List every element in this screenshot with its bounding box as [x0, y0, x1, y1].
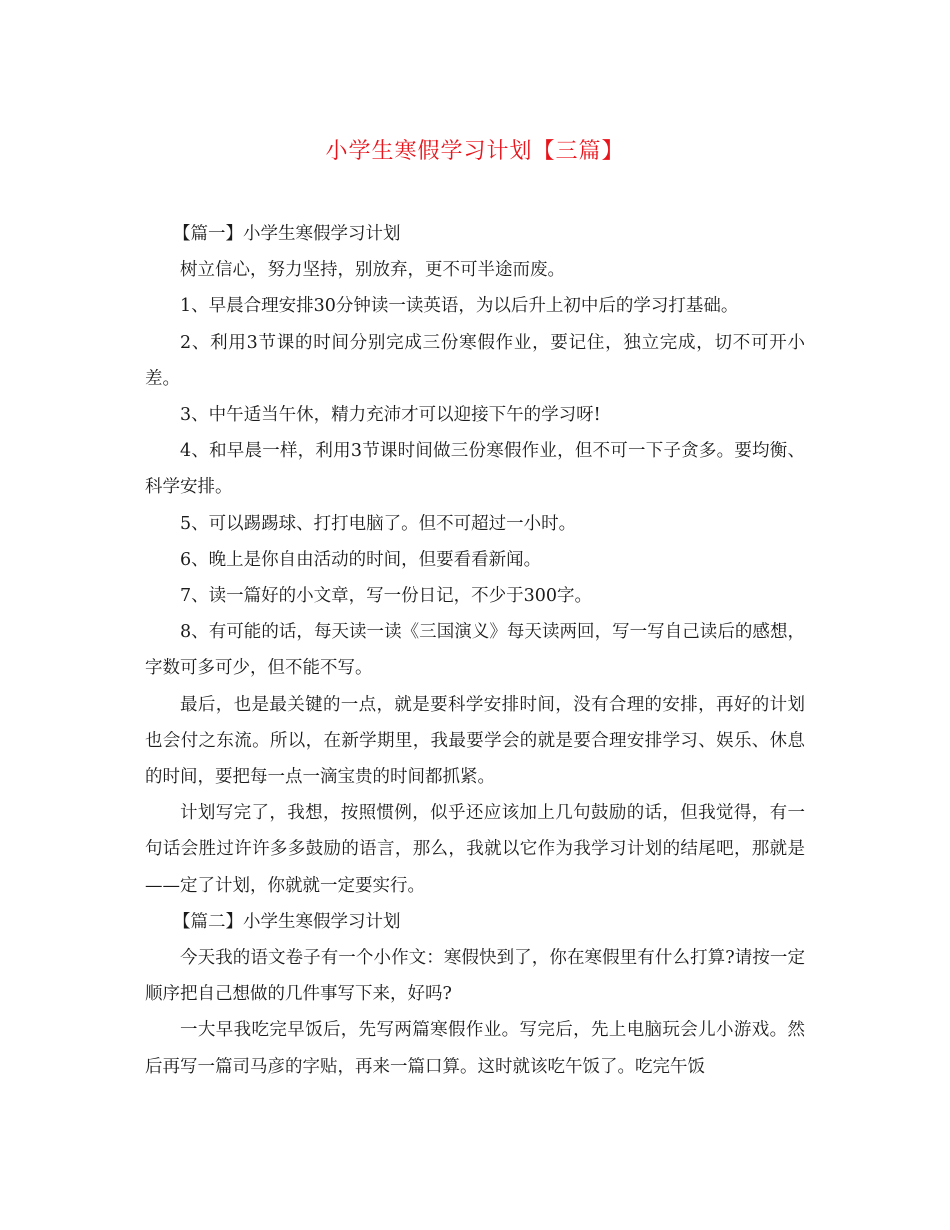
list-item: 3、中午适当午休，精力充沛才可以迎接下午的学习呀!: [180, 405, 601, 426]
paragraph: 计划写完了，我想，按照惯例，似乎还应该加上几句鼓励的话，但我觉得，有一句话会胜过许许多多鼓励的语言，那么，我就以它作为我学习计划的结尾吧，那就是——定了计划，你就就一定要实行。: [145, 803, 805, 896]
section-heading-2: 【篇二】小学生寒假学习计划: [173, 911, 401, 932]
list-item: 8、有可能的话，每天读一读《三国演义》每天读两回，写一写自己读后的感想，字数可多可少，但不能不写。: [145, 622, 805, 679]
list-item: 4、和早晨一样，利用3节课时间做三份寒假作业，但不可一下子贪多。要均衡、科学安排。: [145, 441, 805, 498]
list-item: 7、读一篇好的小文章，写一份日记，不少于300字。: [180, 586, 593, 607]
document-title: 小学生寒假学习计划【三篇】: [325, 139, 625, 164]
section-heading-1: 【篇一】小学生寒假学习计划: [173, 224, 401, 244]
paragraph: 树立信心，努力坚持，别放弃，更不可半途而废。: [180, 260, 565, 281]
paragraph: 一大早我吃完早饭后，先写两篇寒假作业。写完后，先上电脑玩会儿小游戏。然后再写一篇司马彦的字贴，再来一篇口算。这时就该吃午饭了。吃完午饭: [145, 1020, 805, 1077]
document-body: [145, 216, 805, 1085]
paragraph: 最后，也是最关键的一点，就是要科学安排时间，没有合理的安排，再好的计划也会付之东流。所以，在新学期里，我最要学会的就是要合理安排学习、娱乐、休息的时间，要把每一点一滴宝贵的时间都抓紧。: [145, 694, 805, 788]
list-item: 5、可以踢踢球、打打电脑了。但不可超过一小时。: [180, 513, 577, 534]
paragraph: 今天我的语文卷子有一个小作文：寒假快到了，你在寒假里有什么打算?请按一定顺序把自己想做的几件事写下来，好吗?: [145, 948, 805, 1005]
list-item: 1、早晨合理安排30分钟读一读英语，为以后升上初中后的学习打基础。: [180, 296, 739, 317]
list-item: 2、利用3节课的时间分别完成三份寒假作业，要记住，独立完成，切不可开小差。: [145, 332, 805, 389]
list-item: 6、晚上是你自由活动的时间，但要看看新闻。: [180, 549, 542, 570]
